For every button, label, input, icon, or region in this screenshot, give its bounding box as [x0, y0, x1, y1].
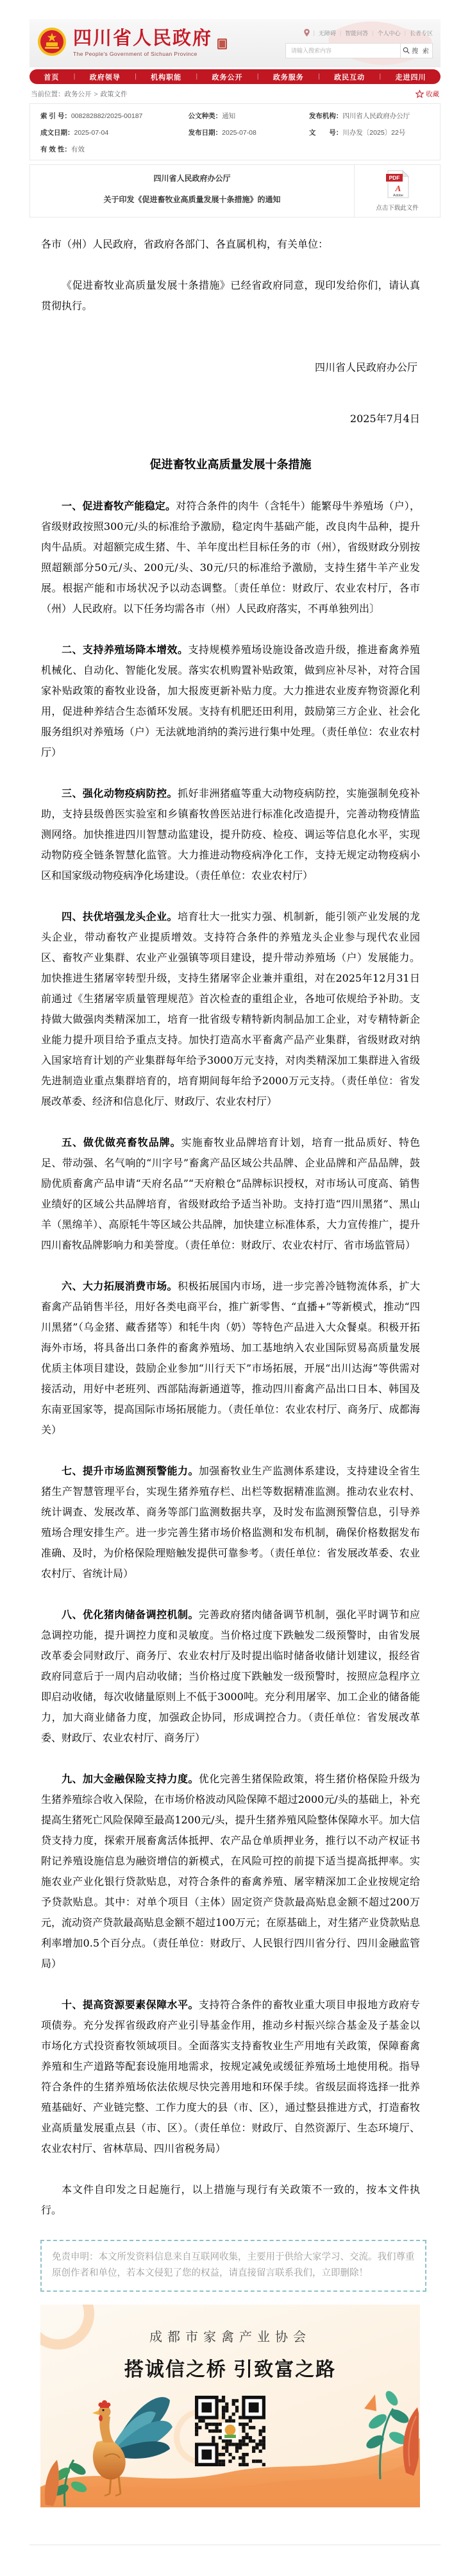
- measure-text: 抓好非洲猪瘟等重大动物疫病防控，实施强制免疫补助，支持县级兽医实验室和乡镇畜牧兽医站进行标准化改造提升，完善动物疫情监测网络。加快推进四川智慧动监建设，提升防疫、检疫、调运等信息化水平，实现动物防疫全链条智慧化监管。大力推进动物疫病净化工作，支持无规定动物疫病小区和国家级动物疫病净化场建设。（责任单位：农业农村厅）: [41, 787, 420, 882]
- measure-lead: 六、大力拓展消费市场。: [62, 1280, 178, 1292]
- search-icon: [403, 47, 410, 54]
- nav-item-7[interactable]: 走进四川: [395, 73, 426, 81]
- meta-field-label: 索 引 号：: [40, 112, 71, 120]
- measure-lead: 二、支持养殖场降本增效。: [62, 644, 189, 656]
- nav-item-6[interactable]: 政民互动: [334, 73, 365, 81]
- meta-field-label: 发布日期：: [188, 129, 222, 137]
- meta-field-value: 四川省人民政府办公厅: [342, 112, 410, 120]
- measure-lead: 三、强化动物疫病防控。: [62, 787, 178, 799]
- measure-paragraph-7: [41, 1461, 420, 1584]
- measure-lead: 七、提升市场监测预警能力。: [62, 1465, 199, 1477]
- measure-text: 培育壮大一批实力强、机制新，能引领产业发展的龙头企业，带动畜牧产业提质增效。支持符合条件的养殖龙头企业参与现代农业园区、畜牧产业集群、农业产业强镇等项目建设，提升带动养殖场（户）发展能力。加快推进生猪屠宰转型升级，支持生猪屠宰企业兼并重组，对在2025年12月31日前通过《生猪屠宰质量管理规范》首次检查的重组企业，各地可依规给予补助。支持做大做强肉类精深加工，培育一批省级专精特新肉制品加工企业，对专精特新企业能力提升项目给予重点支持。加快打造高水平畜禽产品产业集群，省级财政对纳入国家培育计划的产业集群每年给予3000万元支持，对肉类精深加工集群进入省级先进制造业重点集群培育的，培育期间每年给予2000万元支持。（责任单位：省发展改革委、经济和信息化厅、财政厅、农业农村厅）: [41, 910, 420, 1107]
- nav-separator: |: [73, 73, 76, 80]
- measure-lead: 五、做优做亮畜牧品牌。: [62, 1136, 181, 1148]
- svg-text:Adobe: Adobe: [392, 194, 403, 198]
- pdf-download[interactable]: [354, 165, 440, 217]
- svg-text:PDF: PDF: [389, 175, 399, 181]
- meta-field-value: 通知: [222, 112, 236, 120]
- svg-text:A: A: [395, 183, 401, 193]
- association-banner[interactable]: [40, 2305, 420, 2507]
- breadcrumb: [31, 89, 128, 99]
- measure-lead: 八、优化猪肉储备调控机制。: [62, 1608, 199, 1621]
- signoff-date: 2025年7月4日: [349, 413, 420, 425]
- meta-field-value: 008282882/2025-00187: [71, 112, 143, 120]
- search-bar: [285, 43, 433, 58]
- document-body: [29, 218, 441, 2221]
- top-link-separator: |: [404, 30, 406, 36]
- meta-field-label: 成文日期：: [40, 129, 74, 137]
- meta-field-3: [309, 111, 430, 121]
- search-input[interactable]: [285, 43, 401, 58]
- leaves-decoration-left: [42, 2429, 138, 2506]
- measure-text: 实施畜牧业品牌培育计划，培育一批品质好、特色足、带动强、名气响的“川字号”畜禽产品区域公共品牌、企业品牌和产品品牌，鼓励优质畜禽产品申请“天府名品”“天府粮仓”品牌标识授权，对市场认可度高、销售业绩好的区域公共品牌培育，省级财政给予适当补助。支持打造“四川黑猪”、黑山羊（黑绵羊）、高原牦牛等区域公共品牌，加快建立标准体系，大力宣传推广，提升四川畜牧品牌影响力和美誉度。（责任单位：财政厅、农业农村厅、省市场监管局）: [41, 1136, 420, 1251]
- meta-field-value: 2025-07-08: [222, 129, 256, 137]
- measure-text: 优化完善生猪保险政策，将生猪价格保险升级为生猪养殖综合收入保险，在市场价格波动风险保障不超过2000元/头的基础上，补充提高生猪死亡风险保障至最高1200元/头，提升生猪养殖风险整体保障水平。加大信贷支持力度，探索开展畜禽活体抵押、农产品仓单质押业务，推行以不动产权证书附记养殖设施信息为融资增信的新模式，在风险可控的前提下适当提高抵押率。实施农业产业化银行贷款贴息，对符合条件的畜禽养殖、屠宰精深加工企业按规定给予贷款贴息。其中：对单个项目（主体）固定资产贷款最高贴息金额不超过200万元，流动资产贷款最高贴息金额不超过100万元；在原基础上，对生猪产业贷款贴息利率增加0.5个百分点。（责任单位：财政厅、人民银行四川省分行、四川金融监管局）: [41, 1773, 420, 1970]
- nav-item-4[interactable]: 政务公开: [212, 73, 243, 81]
- measure-paragraph-3: [41, 783, 420, 886]
- notice-title: 关于印发《促进畜牧业高质量发展十条措施》的通知: [103, 195, 281, 204]
- measure-lead: 十、提高资源要素保障水平。: [62, 1999, 199, 2011]
- pdf-file-icon: [386, 170, 409, 198]
- measure-paragraph-4: [41, 907, 420, 1112]
- main-nav: [29, 69, 441, 84]
- meta-field-4: [40, 128, 189, 137]
- meta-field-label: 有 效 性：: [40, 146, 71, 153]
- breadcrumb-item-2[interactable]: 政策文件: [100, 90, 128, 98]
- breadcrumb-item-1[interactable]: 政务公开: [64, 90, 92, 98]
- top-link-2[interactable]: 智能问答: [345, 30, 369, 37]
- measure-text: 积极拓展国内市场，进一步完善冷链物流体系，扩大畜禽产品销售半径，用好各类电商平台，推广新零售、“直播+”等新模式，推动“四川黑猪”（乌金猪、藏香猪等）和牦牛肉（奶）等特色产品进入大众餐桌。积极开拓海外市场，将具备出口条件的畜禽养殖场、加工基地纳入农业国际贸易高质量发展优质主体项目建设，鼓励企业参加“川行天下”市场拓展，开展“出川达海”等供需对接活动，用好中老班列、西部陆海新通道等，推动四川畜禽产品出口日本、韩国及东南亚国家等，提高国际市场拓展能力。（责任单位：农业农村厅、商务厅、成都海关）: [41, 1280, 420, 1436]
- measure-lead: 九、加大金融保险支持力度。: [62, 1773, 199, 1785]
- nav-item-1[interactable]: 首页: [44, 73, 60, 81]
- page: [29, 0, 441, 2552]
- meta-field-5: [189, 128, 309, 137]
- measure-text: 完善政府猪肉储备调节机制，强化平时调节和应急调控功能，提升调控力度和灵敏度。当价格过度下跌触发二级预警时，由省发展改革委会同财政厅、商务厅、农业农村厅及时提出临时储备收储计划建议，报经省政府同意后于一周内启动收储；当价格过度下跌触发一级预警时，按照应急程序立即启动收储，每次收储量原则上不低于3000吨。充分利用屠宰、加工企业的储备能力，加大商业储备力度，加强政企协同，形成调控合力。（责任单位：省发展改革委、财政厅、农业农村厅、商务厅）: [41, 1608, 420, 1744]
- measure-paragraph-2: [41, 640, 420, 763]
- meta-field-label: 文 号：: [308, 129, 343, 137]
- header-right: [285, 29, 433, 58]
- leaves-decoration-right: [303, 2383, 419, 2479]
- site-subtitle: The People's Government of Sichuan Province: [73, 51, 197, 57]
- nav-item-3[interactable]: 机构职能: [151, 73, 182, 81]
- document-meta-box: [29, 103, 441, 160]
- nav-separator: |: [318, 73, 320, 80]
- top-link-separator: |: [313, 30, 315, 36]
- site-header: [29, 19, 441, 67]
- measure-paragraph-9: [41, 1769, 420, 1974]
- measure-text: 对符合条件的肉牛（含牦牛）能繁母牛养殖场（户），省级财政按照300元/头的标准给予激励，稳定肉牛基础产能，改良肉牛品种，提升肉牛品质。对超额完成生猪、牛、羊年度出栏目标任务的市（州），省级财政分别按照超额部分50元/头、200元/头、30元/只的标准给予激励，支持生猪牛羊产业发展。根据产能和市场状况予以动态调整。〔责任单位：财政厅、农业农村厅，各市（州）人民政府。以下任务均需各市（州）人民政府落实，不再单独列出〕: [41, 500, 420, 615]
- pdf-download-hint: 点击下载此文件: [376, 205, 419, 212]
- meta-field-value: 有效: [71, 146, 85, 153]
- breadcrumb-prefix: 当前位置：: [31, 90, 65, 98]
- meta-field-value: 2025-07-04: [74, 129, 109, 137]
- location-pin-icon: [304, 29, 310, 37]
- meta-field-6: [309, 128, 430, 137]
- breadcrumb-row: [29, 84, 441, 103]
- document-header: [29, 164, 441, 218]
- top-link-separator: |: [339, 30, 342, 36]
- measures-title: 促进畜牧业高质量发展十条措施: [149, 458, 312, 472]
- measure-lead: 四、扶优培强龙头企业。: [62, 910, 178, 923]
- star-icon: [415, 90, 424, 98]
- measure-paragraph-5: [41, 1132, 420, 1256]
- nav-separator: |: [196, 73, 198, 80]
- measure-paragraph-8: [41, 1605, 420, 1748]
- top-link-separator: |: [372, 30, 374, 36]
- measure-text: 支持符合条件的畜牧业重大项目申报地方政府专项债券。充分发挥省级政府产业引导基金作用，推动乡村振兴综合基金及子基金以市场化方式投资畜牧领域项目。全面落实支持畜牧业生产用地有关政策，保障畜禽养殖和生产道路等配套设施用地需求，按规定减免或缓征养殖场土地使用税。指导符合条件的生猪养殖场依法依规尽快完善用地和环保手续。省级层面将选择一批养殖基础好、产业链完整、工作力度大的县（市、区），通过整县推进方式，打造畜牧业高质量发展重点县（市、区）。（责任单位：财政厅、自然资源厅、生态环境厅、农业农村厅、省林草局、四川省税务局）: [41, 1999, 420, 2154]
- salutation: 各市（州）人民政府，省政府各部门、各直属机构，有关单位：: [41, 238, 329, 250]
- banner-association-name: 成都市家禽产业协会: [149, 2330, 311, 2344]
- meta-field-label: 发布机构：: [308, 112, 343, 120]
- banner-slogan: 搭诚信之桥 引致富之路: [124, 2358, 337, 2380]
- measure-lead: 一、促进畜牧产能稳定。: [62, 500, 176, 512]
- top-links: [304, 29, 433, 37]
- intro-paragraph: 《促进畜牧业高质量发展十条措施》已经省政府同意，现印发给你们，请认真贯彻执行。: [41, 279, 420, 312]
- meta-field-2: [189, 111, 309, 121]
- meta-field-7: [40, 144, 189, 154]
- nav-item-2[interactable]: 政府领导: [89, 73, 121, 81]
- measure-paragraph-6: [41, 1276, 420, 1440]
- meta-field-value: 川办发〔2025〕22号: [342, 129, 406, 137]
- national-emblem-logo: [37, 27, 67, 60]
- disclaimer-box: 免责申明：本文所发资料信息来自互联网收集，主要用于供给大家学习、交流。我们尊重原创作者和单位，若本文侵犯了您的权益，请直接留言联系我们，立即删除！: [40, 2240, 426, 2292]
- favorite-label: 收藏: [426, 90, 439, 98]
- breadcrumb-separator: >: [94, 90, 98, 98]
- top-link-3[interactable]: 个人中心: [377, 30, 401, 37]
- measure-text: 支持规模养殖场设施设备改造升级，推进畜禽养殖机械化、自动化、智能化发展。落实农机购置补贴政策，做到应补尽补，对符合国家补贴政策的畜牧业设备，加大报废更新补贴力度。大力推进农业废弃物资源化利用，促进种养结合生态循环发展。支持有机肥还田利用，鼓励第三方企业、社会化服务组织对养殖场（户）无法就地消纳的粪污进行集中处理。（责任单位：农业农村厅）: [41, 644, 420, 758]
- signoff-org: 四川省人民政府办公厅: [314, 361, 417, 373]
- bottom-divider: [29, 2545, 441, 2552]
- qr-code: [195, 2396, 265, 2466]
- site-title-block: [73, 30, 227, 57]
- meta-field-1: [40, 111, 189, 121]
- closing-paragraph: 本文件自印发之日起施行，以上措施与现行有关政策不一致的，按本文件执行。: [41, 2183, 420, 2216]
- favorite-button[interactable]: [415, 89, 439, 99]
- measure-paragraph-10: [41, 1995, 420, 2159]
- nav-item-5[interactable]: 政务服务: [273, 73, 304, 81]
- nav-separator: |: [256, 73, 259, 80]
- measure-text: 加强畜牧业生产监测体系建设，支持建设全省生猪生产智慧管理平台，实现生猪养殖存栏、出栏等数据精准监测。推动农业农村、统计调查、发展改革、商务等部门监测数据共享，及时发布监测预警信息，引导养殖场合理安排生产。进一步完善生猪市场价格监测和发布机制，确保价格数据发布准确、及时，为价格保险理赔触发提供可靠参考。（责任单位：省发展改革委、农业农村厅、省统计局）: [41, 1465, 420, 1580]
- site-title: 四川省人民政府: [73, 28, 213, 49]
- search-button-label: 搜 索: [412, 48, 430, 55]
- measure-paragraph-1: [41, 496, 420, 619]
- meta-field-label: 公文种类：: [188, 112, 222, 120]
- top-link-1[interactable]: 无障碍: [318, 30, 336, 37]
- document-header-titles: [30, 165, 354, 217]
- top-link-4[interactable]: 长者专区: [409, 30, 433, 37]
- official-seal-icon: [217, 38, 227, 49]
- nav-separator: |: [135, 73, 137, 80]
- issuing-org: 四川省人民政府办公厅: [153, 174, 231, 183]
- nav-separator: |: [379, 73, 382, 80]
- search-button[interactable]: [401, 43, 433, 58]
